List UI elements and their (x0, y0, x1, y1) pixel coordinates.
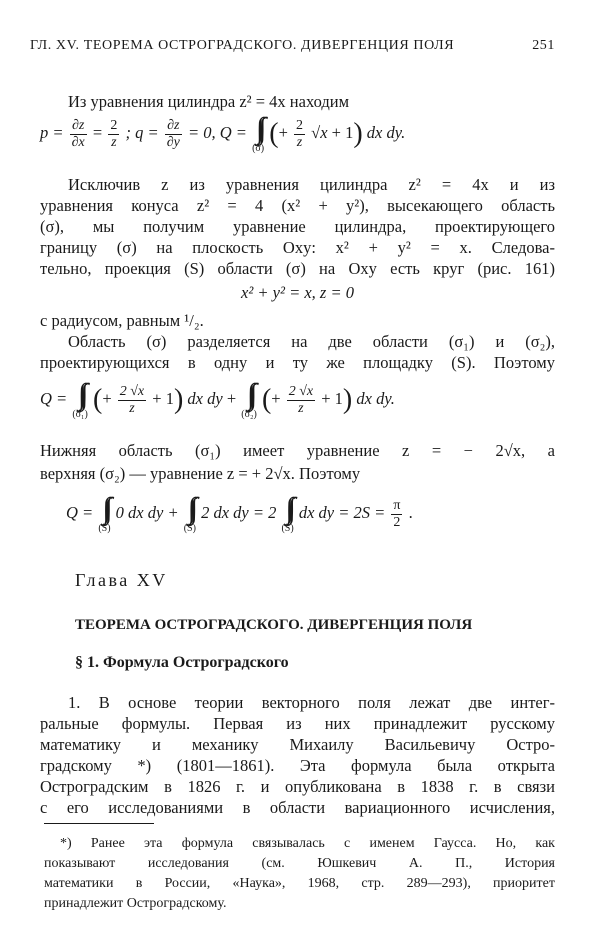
fraction-dz-dy: $\frac{\partial z}{\partial y}$ (166, 117, 180, 150)
fraction-2-z-b: $\frac{2}{z}$ (296, 117, 304, 150)
para1-line2: уравнения конуса z² = 4 (x² + y²), высекающего область (40, 196, 555, 215)
fraction-2sqrtx-z-b: $\frac{2 √x}{z}$ (288, 383, 314, 416)
intro-line: Из уравнения цилиндра z² = 4x находим (68, 92, 350, 111)
fraction-2sqrtx-z: $\frac{2 √x}{z}$ (119, 383, 145, 416)
para1-line4: границу (σ) на плоскость Oxy: x² + y² = x. Следова- (40, 238, 555, 257)
double-integral-s2: ∫∫ (σ₂) (241, 378, 257, 420)
para1-line5: тельно, проекция (S) области (σ) на Oxy есть круг (рис. 161) (40, 259, 555, 278)
footnote-line4: принадлежит Остроградскому. (44, 896, 227, 911)
para4-line1: 1. В основе теории векторного поля лежат две интег- (68, 693, 555, 712)
para2-line1: Область (σ) разделяется на две области (σ₁) и (σ₂), (68, 332, 555, 351)
para4-line2: ральные формулы. Первая из них принадлежит русскому (40, 714, 555, 733)
page-number: 251 (532, 38, 555, 53)
fraction-2-z: $\frac{2}{z}$ (110, 117, 118, 150)
double-integral: ∫∫ (σ) (252, 112, 265, 154)
double-integral-S3: ∫∫ (S) (281, 492, 294, 534)
para4-line4: градскому *) (1801—1861). Эта формула была открыта (40, 756, 555, 775)
para3-line1: Нижняя область (σ₁) имеет уравнение z = − 2√x, а (40, 441, 555, 460)
formula-Q-split: Q = ∫∫ (σ₁) (+ $\frac{2 √x}{z}$ + 1) dx dy + ∫∫ (σ₂) (+ $\frac{2 √x}{z}$ + 1) dx dy. (40, 378, 395, 420)
formula-circle: x² + y² = x, z = 0 (241, 283, 354, 302)
para2-line2: проектирующихся в одну и ту же площадку (S). Поэтому (40, 353, 555, 372)
section-title: § 1. Формула Остроградского (75, 654, 289, 671)
header-title: ГЛ. XV. ТЕОРЕМА ОСТРОГРАДСКОГО. ДИВЕРГЕНЦИЯ ПОЛЯ (30, 38, 455, 53)
para1-end: с радиусом, равным ¹/₂. (40, 311, 204, 330)
para4-line5: Остроградским в 1826 г. и опубликована в 1838 г. в связи (40, 777, 555, 796)
footnote-line2: показывают исследования (см. Юшкевич А. П., История (44, 856, 555, 871)
formula-p-q: p = $\frac{\partial z}{\partial x}$ = $\frac{2}{z}$ ; q = $\frac{\partial z}{\partial y}$ = 0, Q = ∫∫ (σ) (+ $\frac{2}{z}$ √x + 1) dx dy. (40, 112, 406, 154)
para3-line2: верхняя (σ₂) — уравнение z = + 2√x. Поэтому (40, 464, 361, 483)
chapter-title: ТЕОРЕМА ОСТРОГРАДСКОГО. ДИВЕРГЕНЦИЯ ПОЛЯ (75, 617, 473, 633)
para1-line3: (σ), мы получим уравнение цилиндра, проектирующего (40, 217, 555, 236)
double-integral-S2: ∫∫ (S) (183, 492, 196, 534)
para4-line6: с его исследованиями в области вариационного исчисления, (40, 798, 555, 817)
footnote-line1: *) Ранее эта формула связывалась с именем Гаусса. Но, как (60, 836, 555, 851)
fraction-dz-dx: $\frac{\partial z}{\partial x}$ (71, 117, 85, 150)
footnote-divider (44, 823, 154, 824)
running-header (30, 38, 555, 62)
double-integral-S1: ∫∫ (S) (98, 492, 111, 534)
fraction-pi-2: $\frac{\pi}{2}$ (393, 497, 401, 530)
footnote-line3: математики в России, «Наука», 1968, стр. 289—293), приоритет (44, 876, 555, 891)
para1-line1: Исключив z из уравнения цилиндра z² = 4x и из (68, 175, 555, 194)
double-integral-s1: ∫∫ (σ₁) (72, 378, 88, 420)
formula-Q-result: Q = ∫∫ (S) 0 dx dy + ∫∫ (S) 2 dx dy = 2 ∫∫ (S) dx dy = 2S = $\frac{\pi}{2}$ . (66, 492, 413, 534)
para4-line3: математику и механику Михаилу Васильевичу Остро- (40, 735, 555, 754)
chapter-label: Глава XV (75, 570, 168, 590)
